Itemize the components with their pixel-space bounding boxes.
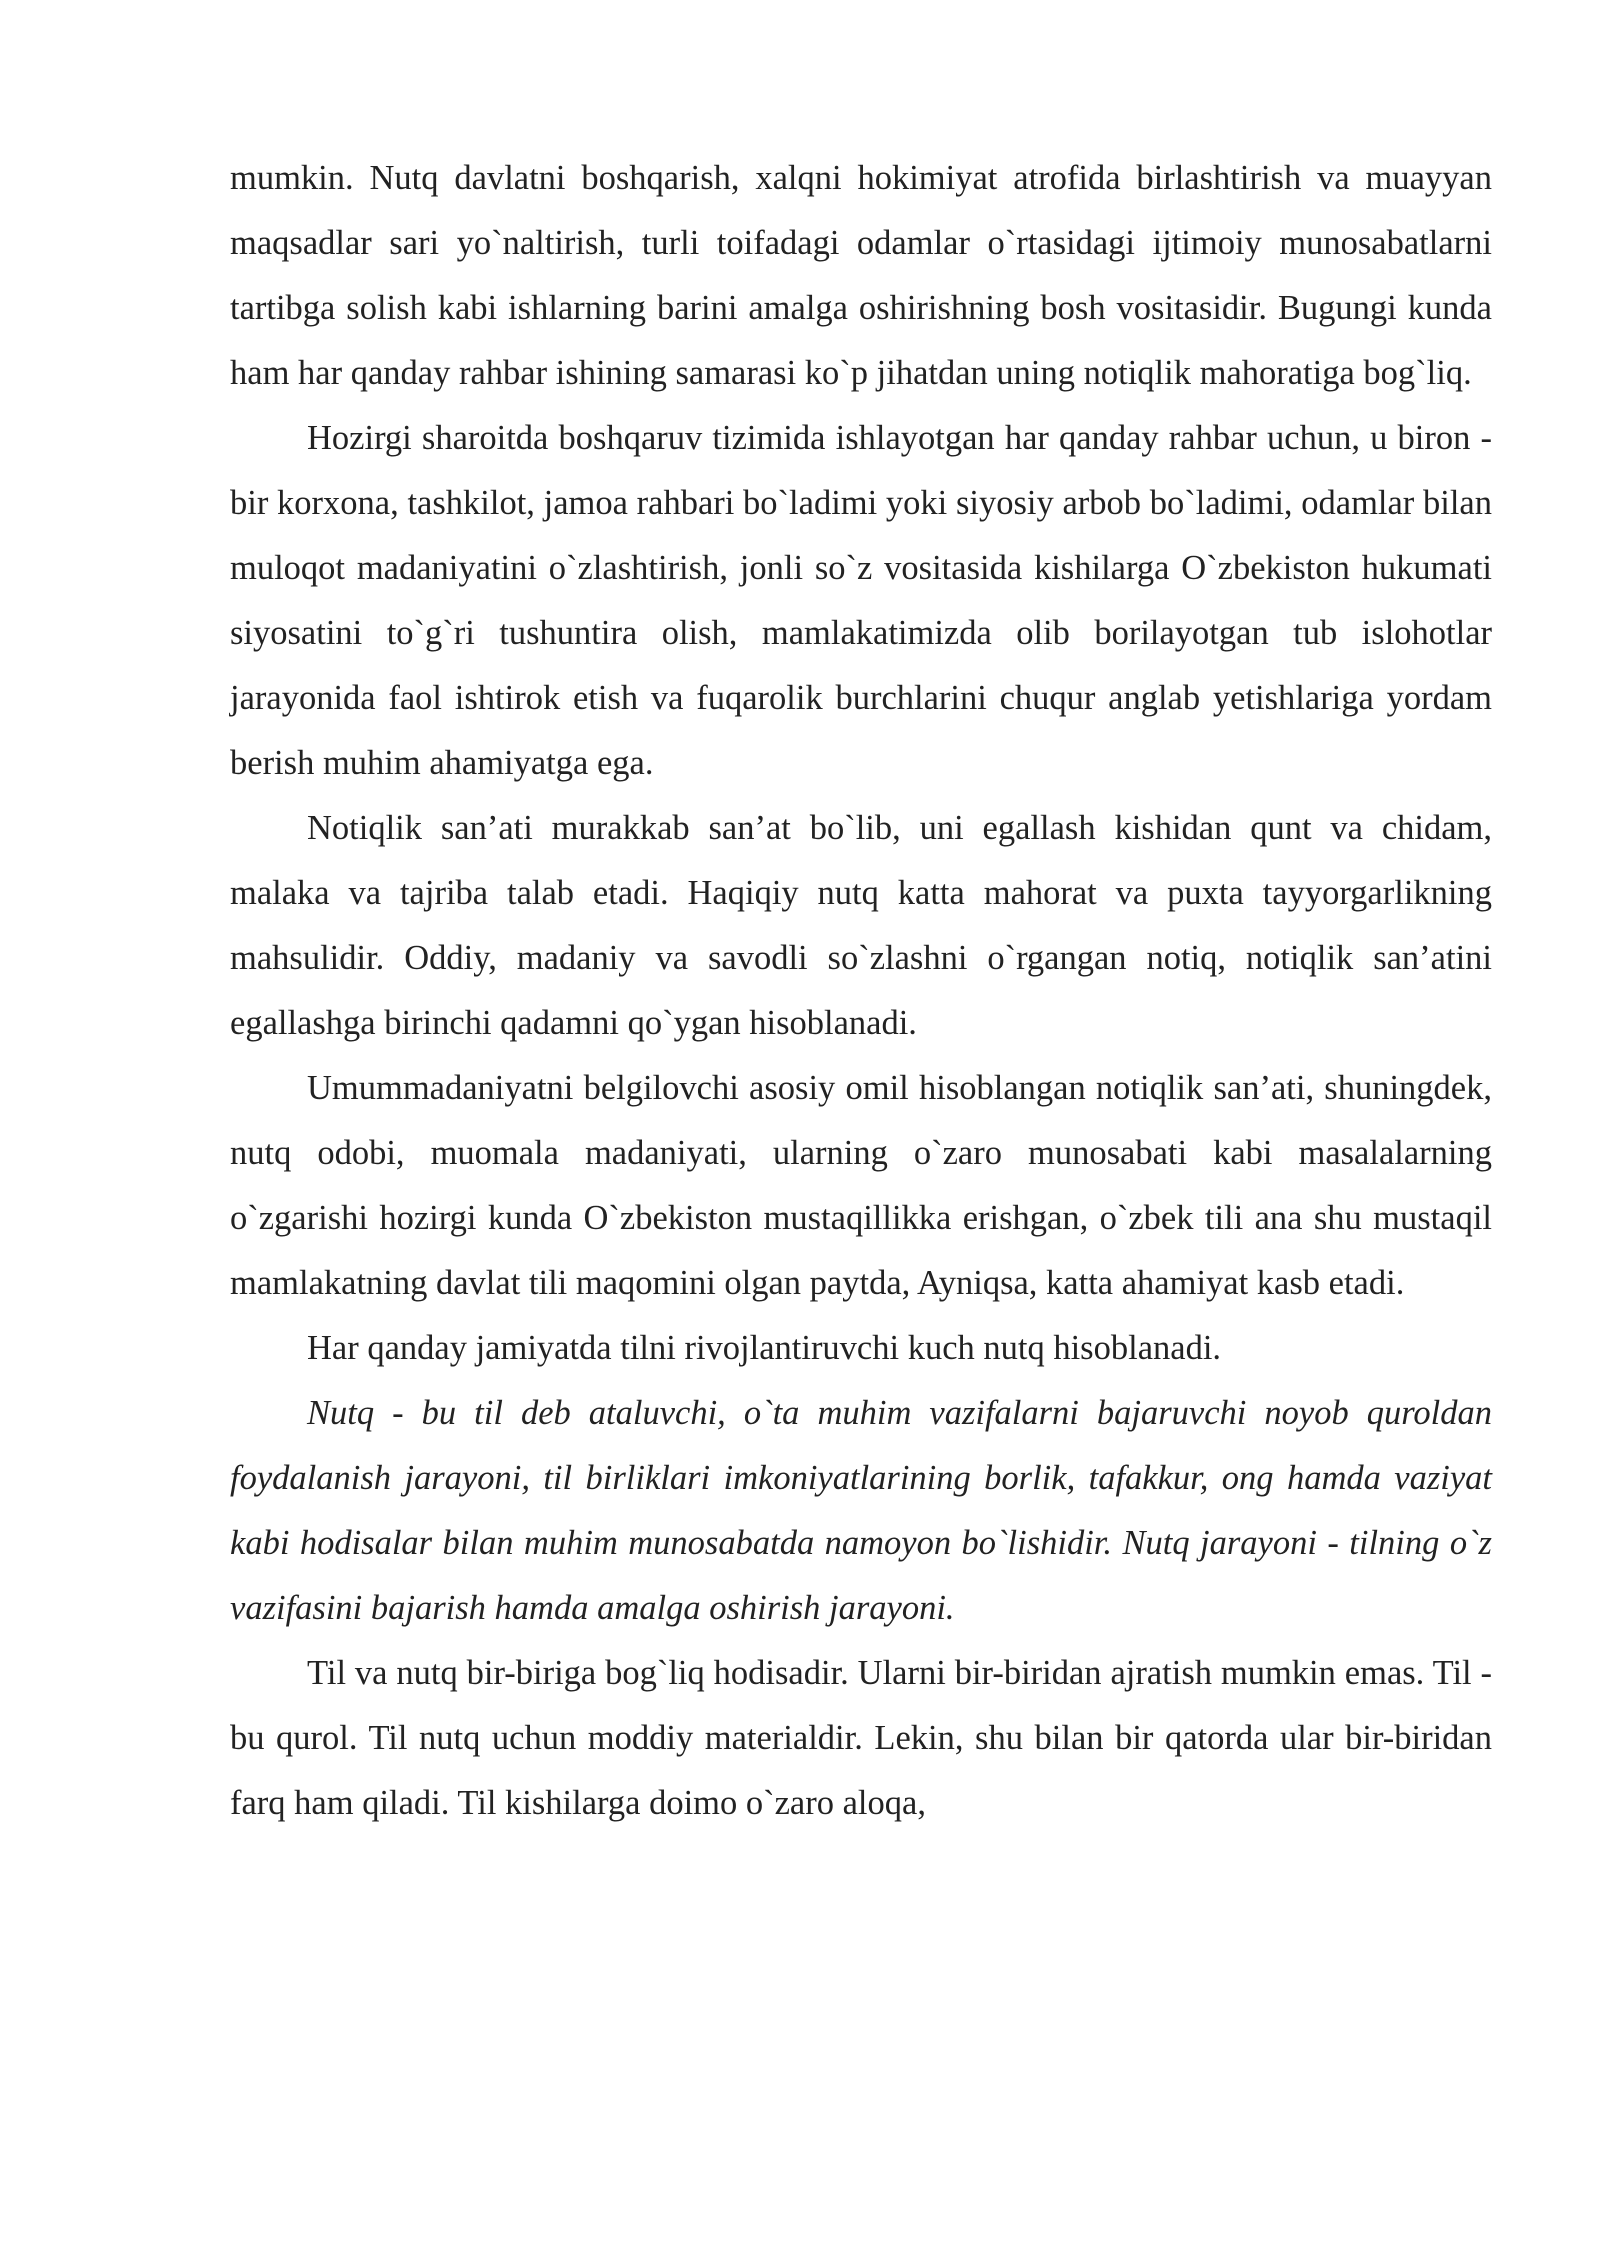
document-page — [230, 146, 1492, 1836]
paragraph-3: Notiqlik san’ati murakkab san’at bo`lib, uni egallash kishidan qunt va chidam, malaka va tajriba talab etadi. Haqiqiy nutq katta mahorat va puxta tayyorgarlikning mahsulidir. Oddiy, madaniy va savodli so`zlashni o`rgangan notiq, notiqlik san’atini egallashga birinchi qadamni qo`ygan hisoblanadi. — [230, 809, 1492, 1042]
paragraph-7: Til va nutq bir-biriga bog`liq hodisadir. Ularni bir-biridan ajratish mumkin emas. Til - bu qurol. Til nutq uchun moddiy materialdir. Lekin, shu bilan bir qatorda ular bir-biridan farq ham qiladi. Til kishilarga doimo o`zaro aloqa, — [230, 1654, 1492, 1822]
paragraph-2: Hozirgi sharoitda boshqaruv tizimida ishlayotgan har qanday rahbar uchun, u biron - bir korxona, tashkilot, jamoa rahbari bo`ladimi yoki siyosiy arbob bo`ladimi, odamlar bilan muloqot madaniyatini o`zlashtirish, jonli so`z vositasida kishilarga O`zbekiston hukumati siyosatini to`g`ri tushuntira olish, mamlakatimizda olib borilayotgan tub islohotlar jarayonida faol ishtirok etish va fuqarolik burchlarini chuqur anglab yetishlariga yordam berish muhim ahamiyatga ega. — [230, 419, 1492, 782]
paragraph-1: mumkin. Nutq davlatni boshqarish, xalqni hokimiyat atrofida birlashtirish va muayyan maqsadlar sari yo`naltirish, turli toifadagi odamlar o`rtasidagi ijtimoiy munosabatlarni tartibga solish kabi ishlarning barini amalga oshirishning bosh vositasidir. Bugungi kunda ham har qanday rahbar ishining samarasi ko`p jihatdan uning notiqlik mahoratiga bog`liq. — [230, 159, 1492, 392]
paragraph-5: Har qanday jamiyatda tilni rivojlantiruvchi kuch nutq hisoblanadi. — [307, 1329, 1222, 1367]
paragraph-4: Umummadaniyatni belgilovchi asosiy omil hisoblangan notiqlik san’ati, shuningdek, nutq odobi, muomala madaniyati, ularning o`zaro munosabati kabi masalalarning o`zgarishi hozirgi kunda O`zbekiston mustaqillikka erishgan, o`zbek tili ana shu mustaqil mamlakatning davlat tili maqomini olgan paytda, Ayniqsa, katta ahamiyat kasb etadi. — [230, 1069, 1492, 1302]
paragraph-6-definition: Nutq - bu til deb ataluvchi, o`ta muhim vazifalarni bajaruvchi noyob quroldan foydalanish jarayoni, til birliklari imkoniyatlarining borlik, tafakkur, ong hamda vaziyat kabi hodisalar bilan muhim munosabatda namoyon bo`lishidir. Nutq jarayoni - tilning o`z vazifasini bajarish hamda amalga oshirish jarayoni. — [230, 1394, 1492, 1627]
